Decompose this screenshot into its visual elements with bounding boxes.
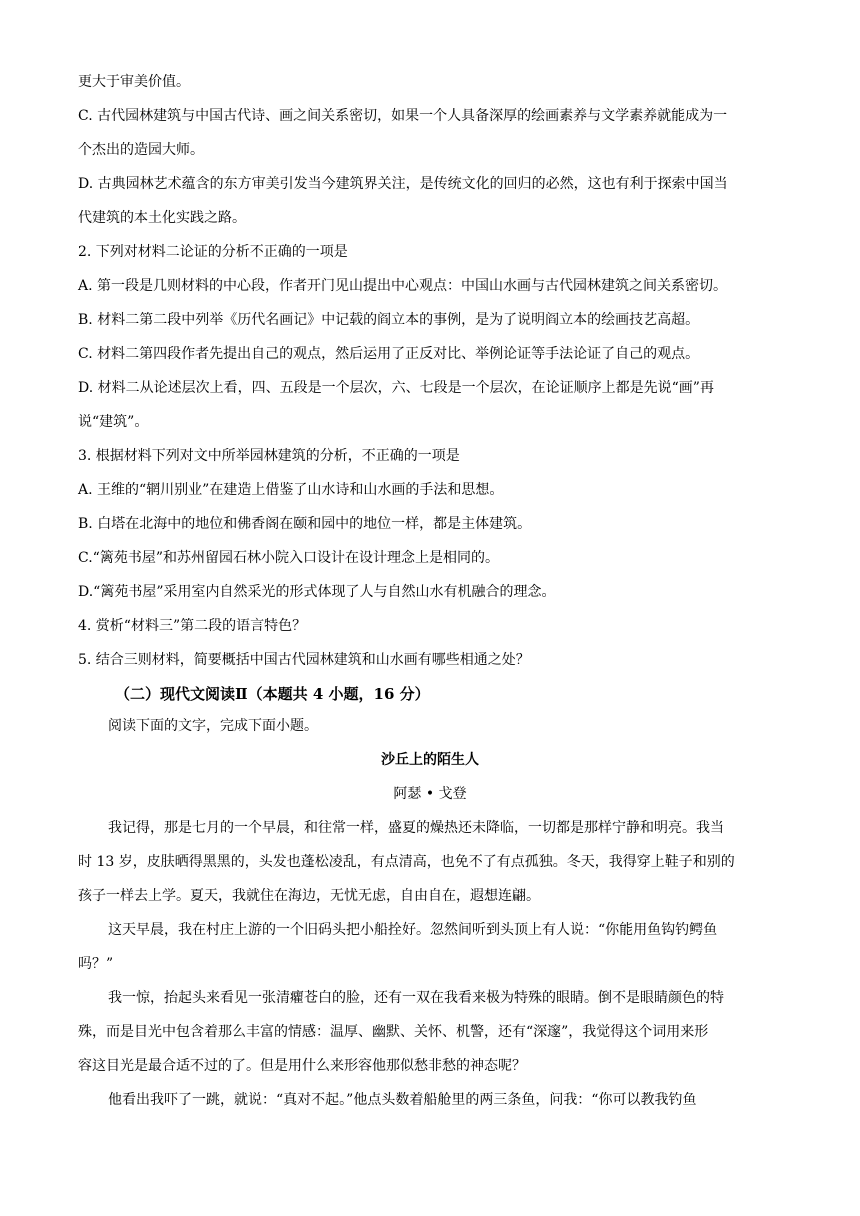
option-a: A. 王维的“辋川别业”在建造上借鉴了山水诗和山水画的手法和思想。 xyxy=(78,482,504,498)
passage-title: 沙丘上的陌生人 xyxy=(381,752,479,768)
option-c: C.“篱苑书屋”和苏州留园石林小院入口设计在设计理念上是相同的。 xyxy=(78,550,499,566)
question-2: 2. 下列对材料二论证的分析不正确的一项是 xyxy=(78,244,348,260)
paragraph-line: 时 13 岁，皮肤晒得黑黑的，头发也蓬松凌乱，有点清高，也免不了有点孤独。冬天，我得穿上鞋子和别的 xyxy=(78,854,735,870)
option-d: D. 材料二从论述层次上看，四、五段是一个层次，六、七段是一个层次，在论证顺序上都是先说“画”再 xyxy=(78,380,714,396)
paragraph-line: 我一惊，抬起头来看见一张清癯苍白的脸，还有一双在我看来极为特殊的眼睛。倒不是眼睛颜色的特 xyxy=(108,990,724,1006)
paragraph-line: 孩子一样去上学。夏天，我就住在海边，无忧无虑，自由自在，遐想连翩。 xyxy=(78,888,540,904)
question-4: 4. 赏析“材料三”第二段的语言特色？ xyxy=(78,618,307,634)
text-line: 个杰出的造园大师。 xyxy=(78,142,204,158)
option-c: C. 材料二第四段作者先提出自己的观点，然后运用了正反对比、举例论证等手法论证了自己的观点。 xyxy=(78,346,700,362)
paragraph-line: 吗？” xyxy=(78,956,114,972)
paragraph-line: 容这目光是最合适不过的了。但是用什么来形容他那似愁非愁的神态呢？ xyxy=(78,1058,526,1074)
text-line: 代建筑的本土化实践之路。 xyxy=(78,210,246,226)
option-c: C. 古代园林建筑与中国古代诗、画之间关系密切，如果一个人具备深厚的绘画素养与文学素养就能成为一 xyxy=(78,108,728,124)
paragraph-line: 这天早晨，我在村庄上游的一个旧码头把小船拴好。忽然间听到头顶上有人说：“你能用鱼钩钓鳄鱼 xyxy=(108,922,718,938)
text-line: 更大于审美价值。 xyxy=(78,74,190,90)
option-d: D. 古典园林艺术蕴含的东方审美引发当今建筑界关注，是传统文化的回归的必然，这也有利于探索中国当 xyxy=(78,176,728,192)
question-5: 5. 结合三则材料，简要概括中国古代园林建筑和山水画有哪些相通之处？ xyxy=(78,652,530,668)
paragraph-line: 他看出我吓了一跳，就说：“真对不起。”他点头数着船舱里的两三条鱼，问我：“你可以教我钓鱼 xyxy=(108,1092,697,1108)
option-b: B. 材料二第二段中列举《历代名画记》中记载的阎立本的事例，是为了说明阎立本的绘画技艺高超。 xyxy=(78,312,700,328)
paragraph-line: 我记得，那是七月的一个早晨，和往常一样，盛夏的燥热还未降临，一切都是那样宁静和明亮。我当 xyxy=(108,820,724,836)
section-heading: （二）现代文阅读Ⅱ（本题共 4 小题，16 分） xyxy=(115,685,430,703)
text-line: 说“建筑”。 xyxy=(78,414,149,430)
question-3: 3. 根据材料下列对文中所举园林建筑的分析，不正确的一项是 xyxy=(78,448,460,464)
option-d: D.“篱苑书屋”采用室内自然采光的形式体现了人与自然山水有机融合的理念。 xyxy=(78,584,556,600)
passage-author: 阿瑟 • 戈登 xyxy=(393,786,467,802)
paragraph-line: 殊，而是目光中包含着那么丰富的情感：温厚、幽默、关怀、机警，还有“深邃”，我觉得这个词用来形 xyxy=(78,1024,709,1040)
option-b: B. 白塔在北海中的地位和佛香阁在颐和园中的地位一样，都是主体建筑。 xyxy=(78,516,532,532)
instruction: 阅读下面的文字，完成下面小题。 xyxy=(108,718,318,734)
option-a: A. 第一段是几则材料的中心段，作者开门见山提出中心观点：中国山水画与古代园林建筑之间关系密切。 xyxy=(78,278,728,294)
